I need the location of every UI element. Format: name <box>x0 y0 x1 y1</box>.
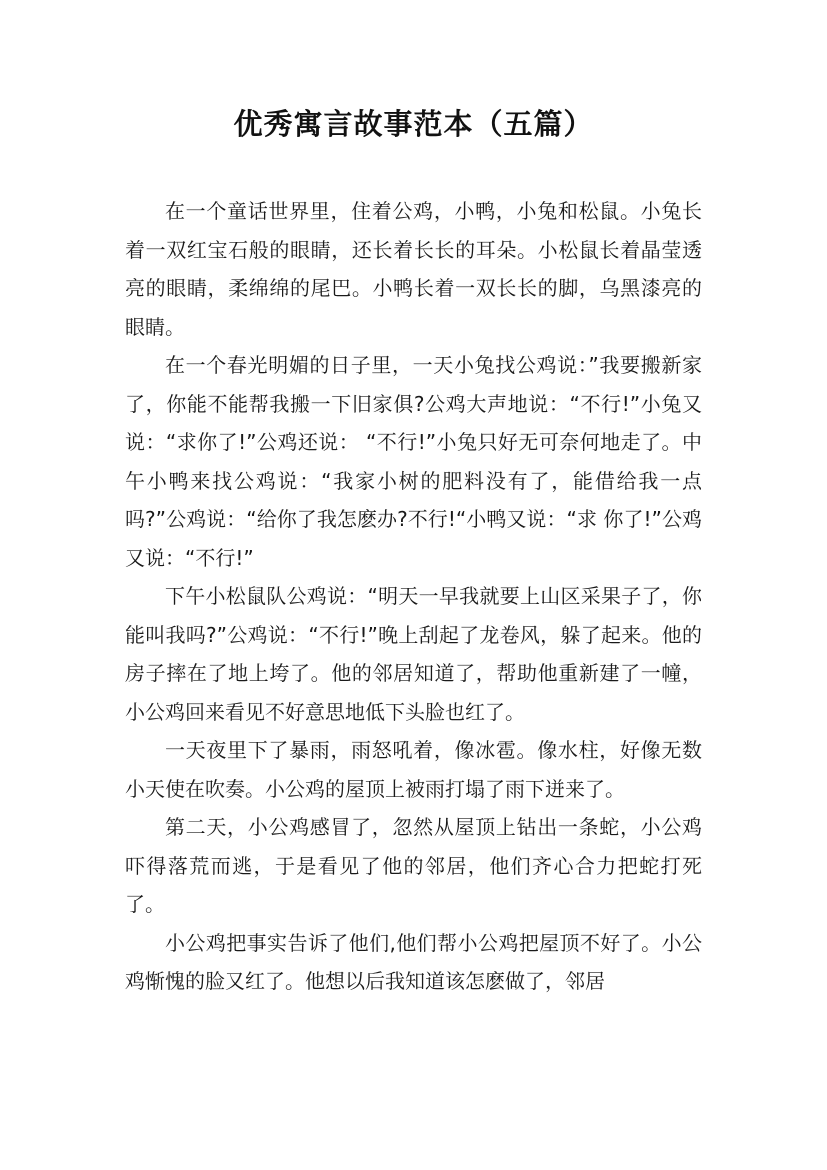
paragraph-6: 小公鸡把事实告诉了他们,他们帮小公鸡把屋顶不好了。小公鸡惭愧的脸又红了。他想以后我知道该怎麽做了，邻居 <box>125 930 702 993</box>
paragraph-4: 一天夜里下了暴雨，雨怒吼着，像冰雹。像水柱，好像无数小天使在吹奏。小公鸡的屋顶上被雨打塌了雨下迸来了。 <box>125 738 702 801</box>
paragraph-3: 下午小松鼠队公鸡说：“明天一早我就要上山区采果子了，你能叫我吗?”公鸡说：“不行!”晚上刮起了龙卷风，躲了起来。他的房子摔在了地上垮了。他的邻居知道了，帮助他重新建了一幢，小公鸡回来看见不好意思地低下头脸也红了。 <box>125 584 702 724</box>
paragraph-1: 在一个童话世界里，住着公鸡，小鸭，小兔和松鼠。小兔长着一双红宝石般的眼睛，还长着长长的耳朵。小松鼠长着晶莹透亮的眼睛，柔绵绵的尾巴。小鸭长着一双长长的脚，乌黑漆亮的眼睛。 <box>125 199 702 339</box>
paragraph-5: 第二天，小公鸡感冒了，忽然从屋顶上钻出一条蛇，小公鸡吓得落荒而逃，于是看见了他的邻居，他们齐心合力把蛇打死了。 <box>125 815 702 916</box>
document-title: 优秀寓言故事范本（五篇） <box>233 107 594 141</box>
paragraph-2: 在一个春光明媚的日子里，一天小兔找公鸡说：”我要搬新家了，你能不能帮我搬一下旧家俱?公鸡大声地说：“不行!”小兔又说：“求你了!”公鸡还说： “不行!”小兔只好无可奈何地走了。中午小鸭来找公鸡说：“我家小树的肥料没有了，能借给我一点吗?”公鸡说：“给你了我怎麽办?不行!“小鸭又说：“求 你了!”公鸡又说：“不行!” <box>125 353 702 570</box>
document-body <box>125 192 702 1001</box>
